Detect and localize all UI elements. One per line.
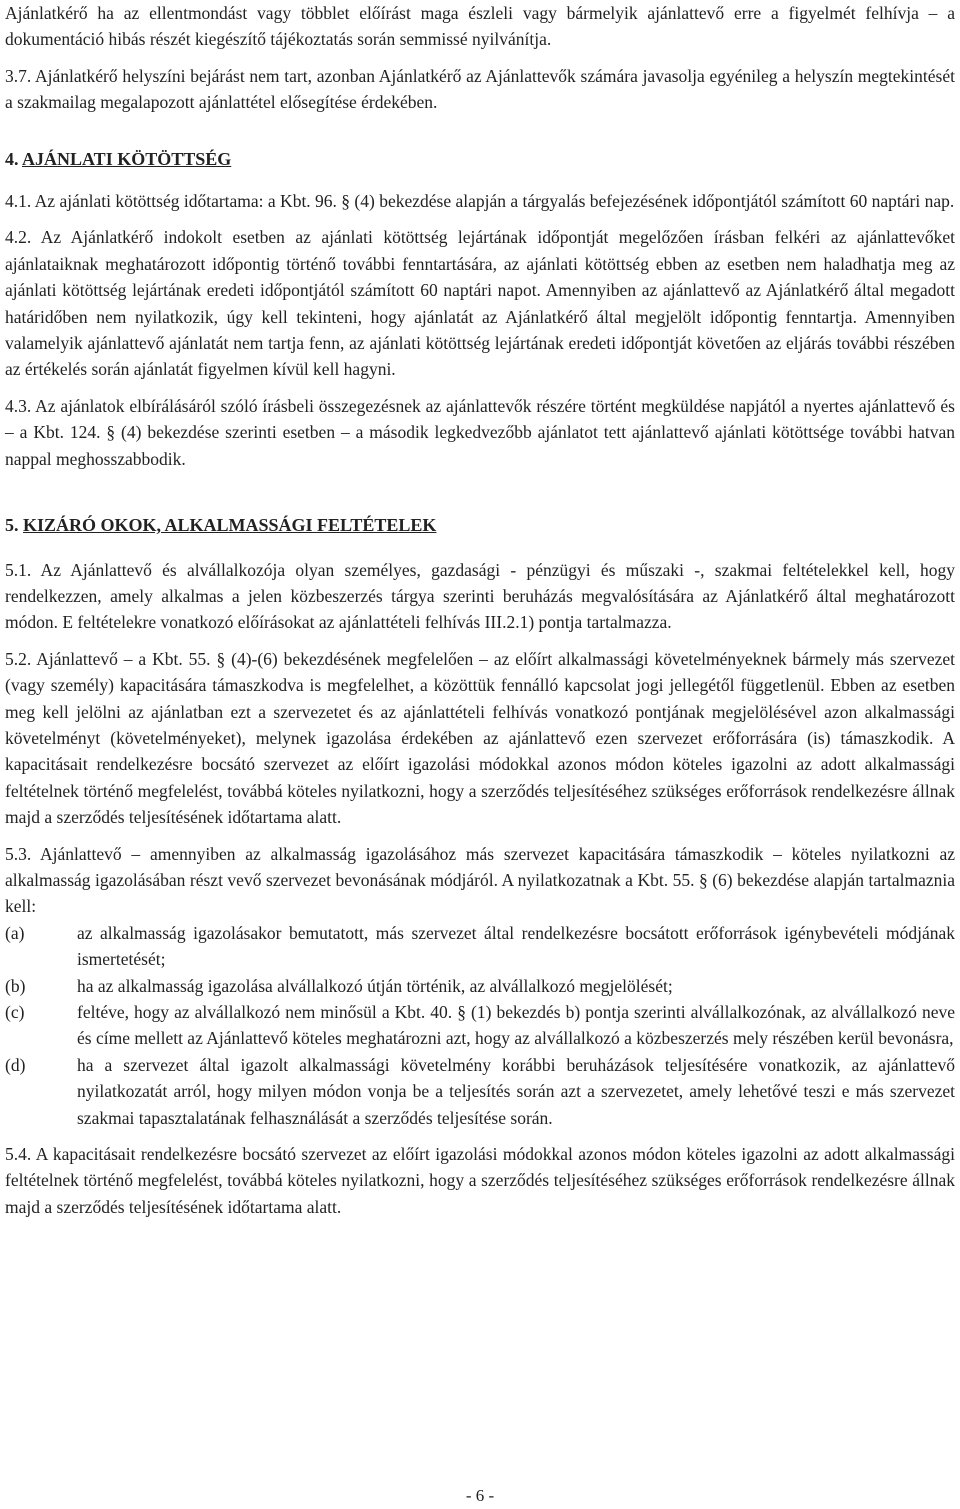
paragraph-intro: Ajánlatkérő ha az ellentmondást vagy többlet előírást maga észleli vagy bármelyik ajánlattevő erre a figyelmét felhívja – a dokumentáció hibás részét kiegészítő tájékoztatás során semmissé nyilvánítja. [5,3,955,50]
section-title: AJÁNLATI KÖTÖTTSÉG [22,148,232,169]
list-item [5,1052,955,1131]
paragraph-4-1: 4.1. Az ajánlati kötöttség időtartama: a Kbt. 96. § (4) bekezdése alapján a tárgyalás befejezésének időpontjától számított 60 naptári nap. [5,191,955,212]
list-item-label: (b) [5,975,26,996]
paragraph-5-2: 5.2. Ajánlattevő – a Kbt. 55. § (4)-(6) bekezdésének megfelelően – az előírt alkalmassági követelményeknek bármely más szervezet (vagy személy) kapacitására támaszkodva is megfelelhet, a közöttük fennálló kapcsolat jogi jellegétől függetlenül. Ebben az esetben meg kell jelölni az ajánlatban ezt a szervezetet és az ajánlattételi felhívás vonatkozó pontjának megjelölésével azon alkalmassági követelményt (követelményeket), melynek igazolása érdekében az ajánlattevő ezen szervezet erőforrására (is) támaszkodik. A kapacitásait rendelkezésre bocsátó szervezet az előírt igazolási módokkal azonos módon köteles igazolni az adott alkalmassági feltételnek történő megfelelést, továbbá köteles nyilatkozni, hogy a szerződés teljesítéséhez szükséges erőforrások rendelkezésre állnak majd a szerződés teljesítésének időtartama alatt. [5,648,955,828]
paragraph-5-1: 5.1. Az Ajánlattevő és alvállalkozója olyan személyes, gazdasági - pénzügyi és műszaki -, szakmai feltételekkel kell, hogy rendelkezzen, amely alkalmas a jelen közbeszerzés tárgya szerinti beruházás megvalósítására az Ajánlatkérő által meghatározott módon. E feltételekre vonatkozó előírásokat az ajánlattételi felhívás III.2.1) pontja tartalmazza. [5,559,955,633]
requirements-list [5,920,955,1131]
list-item [5,973,955,999]
section-number: 4. [5,148,23,169]
section-number: 5. [5,515,23,536]
list-item-label: (d) [5,1054,26,1075]
section-title: KIZÁRÓ OKOK, ALKALMASSÁGI FELTÉTELEK [23,515,437,536]
paragraph-3-7: 3.7. Ajánlatkérő helyszíni bejárást nem tart, azonban Ajánlatkérő az Ajánlattevők számára javasolja egyénileg a helyszín megtekintését a szakmailag megalapozott ajánlattétel elősegítése érdekében. [5,65,955,113]
list-item-text: az alkalmasság igazolásakor bemutatott, más szervezet által rendelkezésre bocsátott erőforrások igénybevételi módjának ismertetését; [77,922,955,970]
document-page [5,0,955,1220]
paragraph-5-3: 5.3. Ajánlattevő – amennyiben az alkalmasság igazolásához más szervezet kapacitására támaszkodik – köteles nyilatkozni az alkalmasság igazolásában részt vevő szervezet bevonásának módjáról. A nyilatkozatnak a Kbt. 55. § (6) bekezdése alapján tartalmaznia kell: [5,843,955,917]
list-item-text: ha a szervezet által igazolt alkalmassági követelmény korábbi beruházások teljesítésére vonatkozik, az ajánlattevő nyilatkozatát arról, hogy milyen módon vonja be a teljesítés során azt a szervezetet, amely lehetővé teszi e más szervezet szakmai tapasztalatának felhasználását a szerződés teljesítése során. [77,1054,955,1128]
paragraph-4-2: 4.2. Az Ajánlatkérő indokolt esetben az ajánlati kötöttség lejártának időpontját megelőzően írásban felkéri az ajánlattevőket ajánlataiknak meghatározott időpontig történő további fenntartására, az ajánlati kötöttség ebben az esetben nem haladhatja meg az ajánlati kötöttség lejártának eredeti időpontjától számított 60 naptári napot. Amennyiben az ajánlattevő az Ajánlatkérő által megadott határidőben nem nyilatkozik, úgy kell tekinteni, hogy ajánlatát az Ajánlatkérő által megjelölt időpontig fenntartja. Amennyiben valamelyik ajánlattevő ajánlatát nem tartja fenn, az ajánlati kötöttség lejártának eredeti időpontját követően az eljárás további részében az értékelés során ajánlatát figyelmen kívül kell hagyni. [5,227,955,380]
paragraph-4-3: 4.3. Az ajánlatok elbírálásáról szóló írásbeli összegezésnek az ajánlattevők részére történt megküldése napjától a nyertes ajánlattevő és – a Kbt. 124. § (4) bekezdése szerinti esetben – a második legkedvezőbb ajánlatot tett ajánlattevő ajánlati kötöttsége további hatvan nappal meghosszabbodik. [5,395,955,469]
page-number: - 6 - [465,1486,495,1505]
list-item-text: ha az alkalmasság igazolása alvállalkozó útján történik, az alvállalkozó megjelölését; [77,975,673,996]
list-item-label: (a) [5,922,25,943]
list-item [5,999,955,1052]
section-heading-4 [5,146,955,172]
list-item-text: feltéve, hogy az alvállalkozó nem minősül a Kbt. 40. § (1) bekezdés b) pontja szerinti alvállalkozónak, az alvállalkozó neve és címe mellett az Ajánlattevő köteles meghatározni azt, hogy az alvállalkozó a közbeszerzés mely részében kerül bevonásra, [77,1002,955,1049]
list-item [5,920,955,973]
section-heading-5 [5,512,955,538]
list-item-label: (c) [5,1002,25,1022]
paragraph-5-4: 5.4. A kapacitásait rendelkezésre bocsátó szervezet az előírt igazolási módokkal azonos módon köteles igazolni az adott alkalmassági feltételnek történő megfelelést, továbbá köteles nyilatkozni, hogy a szerződés teljesítéséhez szükséges erőforrások rendelkezésre állnak majd a szerződés teljesítésének időtartama alatt. [5,1144,955,1217]
